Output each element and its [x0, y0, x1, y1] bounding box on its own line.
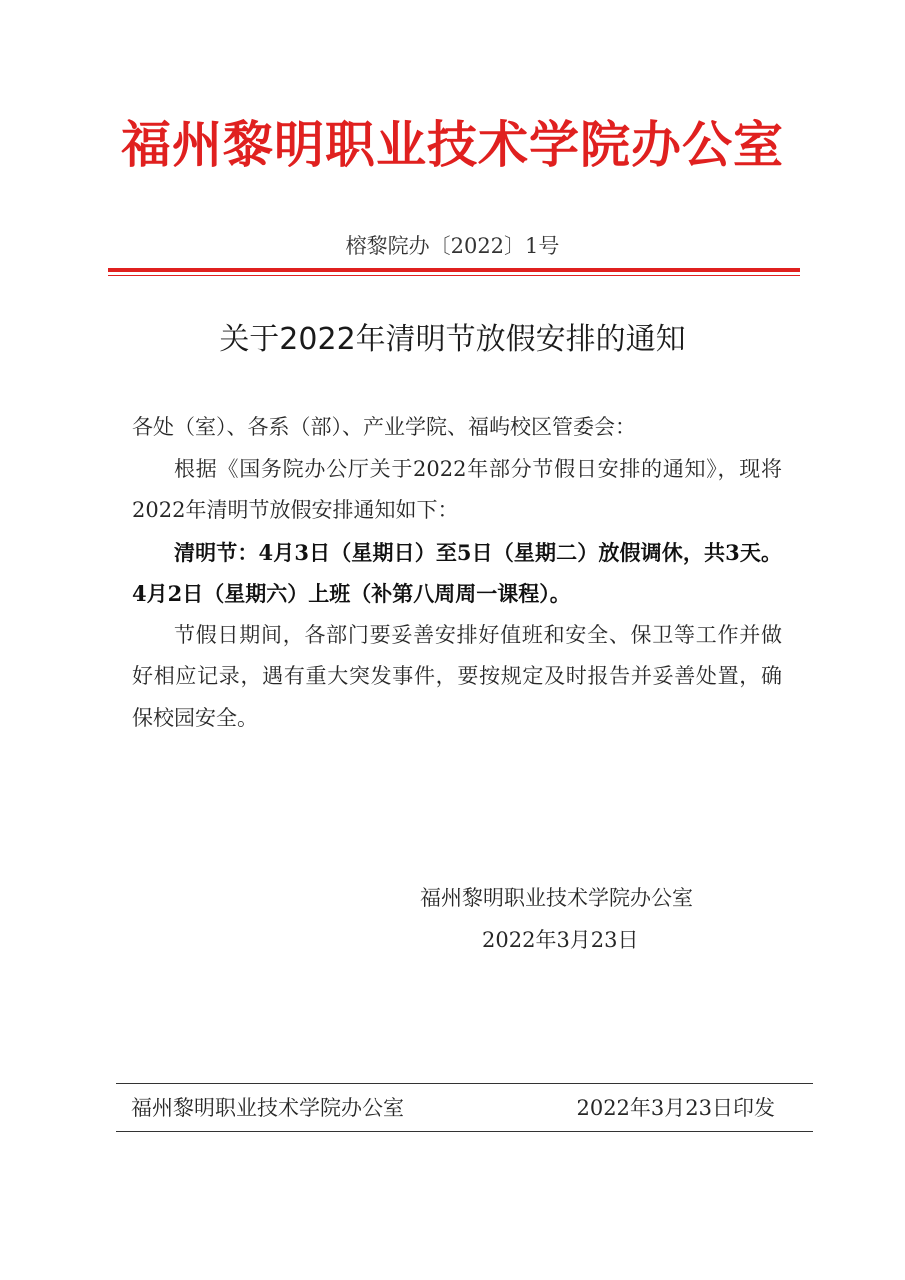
- issuing-office-header: 福州黎明职业技术学院办公室: [121, 116, 784, 174]
- footer-rule-bottom: [116, 1131, 813, 1132]
- signature-org: 福州黎明职业技术学院办公室: [420, 886, 693, 910]
- body-paragraph-holiday-schedule: 清明节：4月3日（星期日）至5日（星期二）放假调休，共3天。4月2日（星期六）上班（补第八周周一课程）。: [132, 539, 782, 606]
- signature-block: [420, 878, 780, 961]
- footer-rule-top: [116, 1083, 813, 1084]
- body-paragraph-duty-requirements: 节假日期间，各部门要妥善安排好值班和安全、保卫等工作并做好相应记录，遇有重大突发事件，要按规定及时报告并妥善处置，确保校园安全。: [132, 622, 782, 730]
- notice-title: 关于2022年清明节放假安排的通知: [219, 322, 686, 357]
- document-number: 榕黎院办〔2022〕1号: [345, 234, 560, 258]
- salutation: 各处（室）、各系（部）、产业学院、福屿校区管委会：: [132, 415, 636, 439]
- header-red-rule-thin: [108, 275, 800, 276]
- body-paragraph-basis: 根据《国务院办公厅关于2022年部分节假日安排的通知》，现将2022年清明节放假安排通知如下：: [132, 456, 782, 522]
- header-red-rule-thick: [108, 268, 800, 272]
- footer-print-date: 2022年3月23日印发: [576, 1096, 775, 1120]
- signature-date: 2022年3月23日: [482, 927, 639, 952]
- footer-issuer: 福州黎明职业技术学院办公室: [131, 1096, 404, 1120]
- notice-body: [132, 407, 782, 739]
